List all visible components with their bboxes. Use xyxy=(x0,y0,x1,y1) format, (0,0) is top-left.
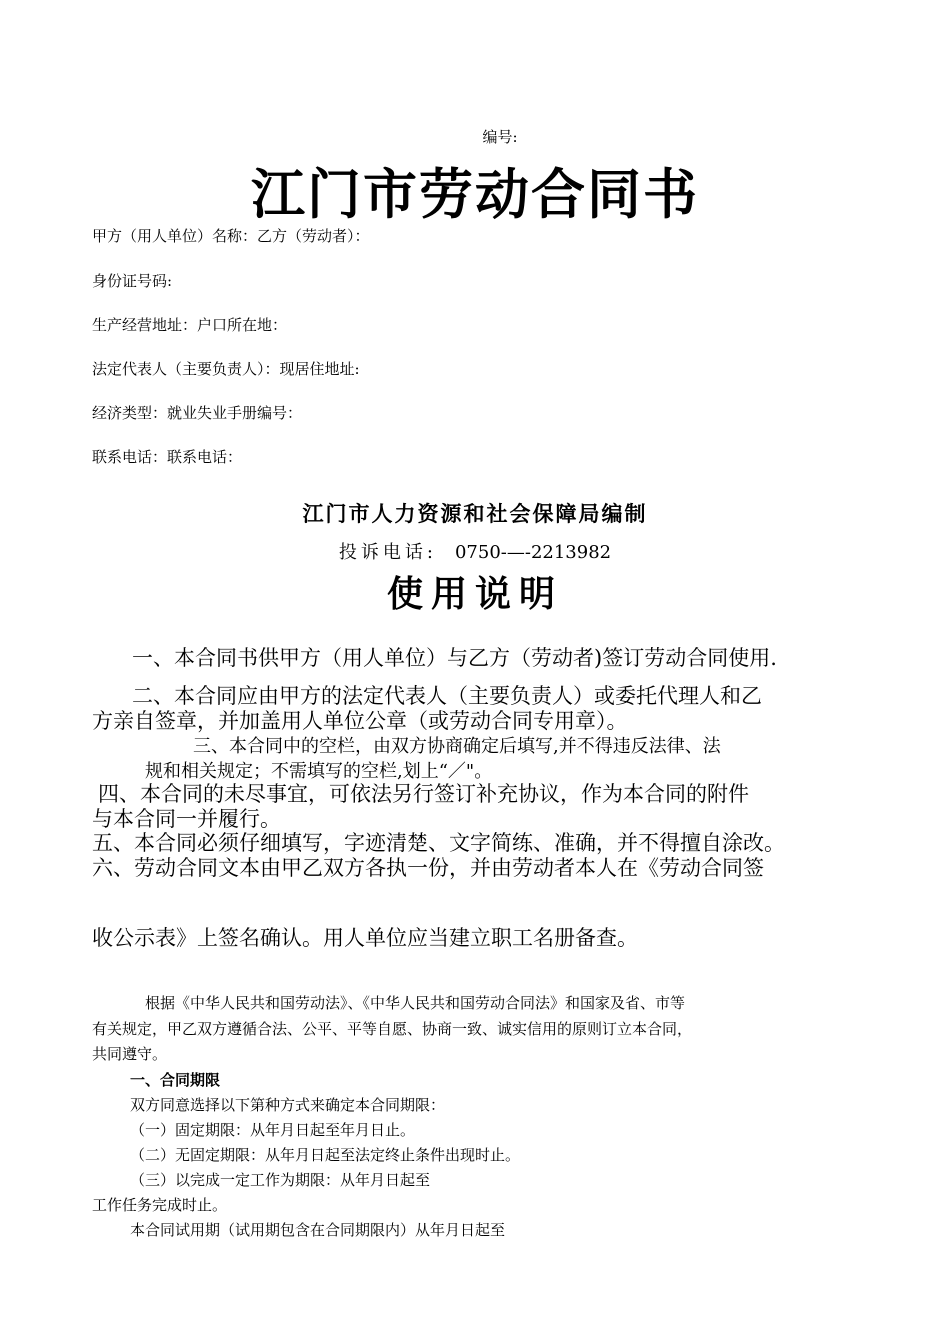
usage-item-3-cont: 规和相关规定；不需填写的空栏,划上“／"。 xyxy=(145,761,493,782)
serial-number-label: 编号: xyxy=(482,128,518,146)
usage-item-2-cont: 方亲自签章，并加盖用人单位公章（或劳动合同专用章）。 xyxy=(92,709,628,733)
preamble-line-2: 有关规定，甲乙双方遵循合法、公平、平等自愿、协商一致、诚实信用的原则订立本合同， xyxy=(92,1020,693,1038)
party-field-phone: 联系电话：联系电话： xyxy=(92,448,243,466)
preamble-line-1: 根据《中华人民共和国劳动法》、《中华人民共和国劳动合同法》和国家及省、市等 xyxy=(145,994,686,1012)
term-task-based-line: （三）以完成一定工作为期限：从年月日起至 xyxy=(130,1171,431,1189)
probation-period-line: 本合同试用期（试用期包含在合同期限内）从年月日起至 xyxy=(130,1221,506,1239)
issuing-organization: 江门市人力资源和社会保障局编制 xyxy=(302,501,648,526)
usage-item-1: 一、本合同书供甲方（用人单位）与乙方（劳动者)签订劳动合同使用. xyxy=(132,646,777,670)
term-choice-line: 双方同意选择以下第种方式来确定本合同期限： xyxy=(130,1096,446,1114)
usage-item-2: 二、本合同应由甲方的法定代表人（主要负责人）或委托代理人和乙 xyxy=(132,684,762,708)
usage-item-5: 五、本合同必须仔细填写，字迹清楚、文字简练、准确，并不得擅自涂改。 xyxy=(92,831,785,855)
usage-item-6-cont: 收公示表》上签名确认。用人单位应当建立职工名册备查。 xyxy=(92,926,638,950)
complaint-phone-label: 投诉电话: xyxy=(338,542,437,563)
term-task-based-cont: 工作任务完成时止。 xyxy=(92,1196,228,1214)
document-title: 江门市劳动合同书 xyxy=(251,162,699,226)
section-contract-term-title: 一、合同期限 xyxy=(130,1071,221,1089)
party-field-name: 甲方（用人单位）名称：乙方（劳动者）： xyxy=(92,227,370,245)
party-field-economic-type: 经济类型：就业失业手册编号： xyxy=(92,404,303,422)
party-field-representative: 法定代表人（主要负责人）：现居住地址: xyxy=(92,360,360,378)
usage-item-3: 三、本合同中的空栏，由双方协商确定后填写,并不得违反法律、法 xyxy=(193,736,721,757)
term-open-ended-line: （二）无固定期限：从年月日起至法定终止条件出现时止。 xyxy=(130,1146,521,1164)
term-fixed-line: （一）固定期限：从年月日起至年月日止。 xyxy=(130,1121,416,1139)
complaint-phone xyxy=(0,538,950,564)
usage-item-6: 六、劳动合同文本由甲乙双方各执一份，并由劳动者本人在《劳动合同签 xyxy=(92,856,764,880)
usage-item-4: 四、本合同的未尽事宜，可依法另行签订补充协议，作为本合同的附件 xyxy=(98,782,749,806)
preamble-line-3: 共同遵守。 xyxy=(92,1045,168,1063)
party-field-id-number: 身份证号码: xyxy=(92,272,173,290)
party-field-address: 生产经营地址：户口所在地： xyxy=(92,316,288,334)
complaint-phone-number: 0750-—-2213982 xyxy=(454,542,612,563)
usage-item-4-cont: 与本合同一并履行。 xyxy=(92,807,281,831)
usage-instructions-heading: 使用说明 xyxy=(386,573,563,615)
